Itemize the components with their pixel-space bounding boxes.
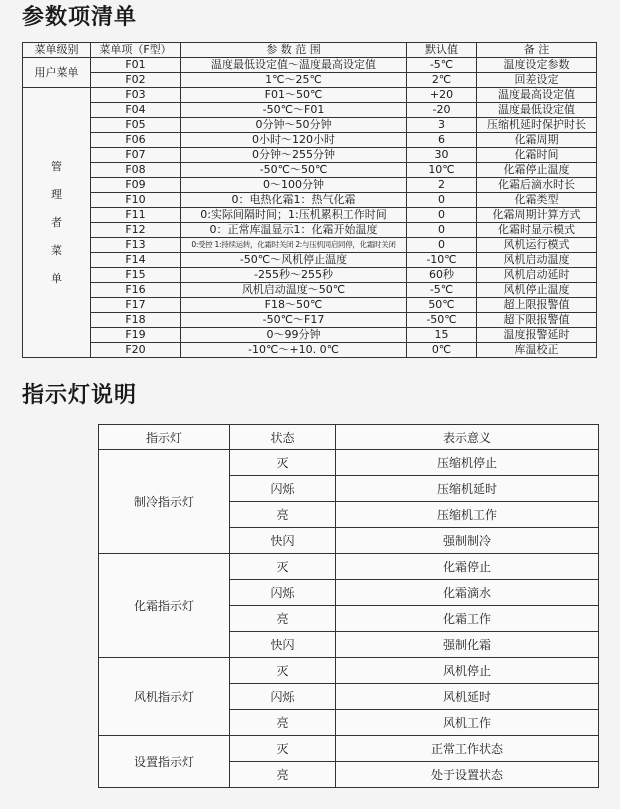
- cell-default: 0℃: [407, 343, 477, 358]
- header-range: 参 数 范 围: [181, 43, 407, 58]
- parameter-table: [22, 42, 597, 358]
- cell-range: 0～99分钟: [181, 328, 407, 343]
- table-row: [23, 223, 597, 238]
- admin-menu-label: 管 理 者 菜 单: [51, 159, 62, 285]
- cell-state: 灭: [230, 554, 336, 580]
- indicator-name-cell: 风机指示灯: [99, 658, 230, 736]
- cell-range: 0:实际间隔时间；1:压机累积工作时间: [181, 208, 407, 223]
- table-row: [99, 450, 599, 476]
- cell-default: 30: [407, 148, 477, 163]
- cell-item: F12: [91, 223, 181, 238]
- cell-item: F06: [91, 133, 181, 148]
- table-row: [23, 238, 597, 253]
- cell-meaning: 风机停止: [336, 658, 599, 684]
- cell-range: -50℃～50℃: [181, 163, 407, 178]
- cell-meaning: 风机工作: [336, 710, 599, 736]
- cell-note: 化霜周期: [477, 133, 597, 148]
- cell-default: -5℃: [407, 58, 477, 73]
- cell-note: 化霜时显示模式: [477, 223, 597, 238]
- parameter-list-title: 参数项清单: [22, 5, 138, 30]
- parameter-table-header: [23, 43, 597, 58]
- cell-note: 化霜后滴水时长: [477, 178, 597, 193]
- cell-range: 0：电热化霜1：热气化霜: [181, 193, 407, 208]
- cell-default: 50℃: [407, 298, 477, 313]
- table-row: [23, 163, 597, 178]
- cell-meaning: 压缩机延时: [336, 476, 599, 502]
- cell-item: F13: [91, 238, 181, 253]
- cell-range: -10℃～+10. 0℃: [181, 343, 407, 358]
- cell-default: 0: [407, 193, 477, 208]
- cell-range: 0:受控 1:持续运转，化霜时关闭 2:与压机同启同停，化霜时关闭: [181, 238, 407, 253]
- cell-note: 温度最高设定值: [477, 88, 597, 103]
- table-row: [99, 554, 599, 580]
- cell-default: -20: [407, 103, 477, 118]
- table-row: [23, 103, 597, 118]
- cell-note: 风机启动温度: [477, 253, 597, 268]
- table-row: [23, 298, 597, 313]
- table-row: [23, 58, 597, 73]
- cell-item: F07: [91, 148, 181, 163]
- cell-meaning: 化霜停止: [336, 554, 599, 580]
- cell-default: -10℃: [407, 253, 477, 268]
- cell-meaning: 化霜工作: [336, 606, 599, 632]
- cell-item: F14: [91, 253, 181, 268]
- cell-item: F08: [91, 163, 181, 178]
- cell-meaning: 正常工作状态: [336, 736, 599, 762]
- cell-item: F16: [91, 283, 181, 298]
- cell-note: 风机启动延时: [477, 268, 597, 283]
- cell-meaning: 强制化霜: [336, 632, 599, 658]
- cell-state: 闪烁: [230, 580, 336, 606]
- cell-meaning: 压缩机停止: [336, 450, 599, 476]
- cell-default: 2: [407, 178, 477, 193]
- cell-default: 2℃: [407, 73, 477, 88]
- cell-item: F09: [91, 178, 181, 193]
- header-default: 默认值: [407, 43, 477, 58]
- cell-range: 0分钟～255分钟: [181, 148, 407, 163]
- header-indicator: 指示灯: [99, 425, 230, 450]
- cell-meaning: 化霜滴水: [336, 580, 599, 606]
- cell-note: 库温校正: [477, 343, 597, 358]
- cell-note: 化霜停止温度: [477, 163, 597, 178]
- cell-state: 亮: [230, 710, 336, 736]
- table-row: [23, 268, 597, 283]
- header-menu-item: 菜单项（F型）: [91, 43, 181, 58]
- cell-range: 0小时～120小时: [181, 133, 407, 148]
- cell-state: 闪烁: [230, 684, 336, 710]
- table-row: [23, 88, 597, 103]
- header-state: 状态: [230, 425, 336, 450]
- table-row: [23, 73, 597, 88]
- cell-note: 温度报警延时: [477, 328, 597, 343]
- cell-item: F04: [91, 103, 181, 118]
- cell-default: 60秒: [407, 268, 477, 283]
- user-menu-cell: 用户菜单: [23, 58, 91, 88]
- cell-default: 15: [407, 328, 477, 343]
- cell-item: F05: [91, 118, 181, 133]
- cell-note: 温度设定参数: [477, 58, 597, 73]
- cell-range: -50℃～F01: [181, 103, 407, 118]
- table-row: [23, 193, 597, 208]
- cell-range: F18～50℃: [181, 298, 407, 313]
- cell-meaning: 风机延时: [336, 684, 599, 710]
- table-row: [99, 736, 599, 762]
- cell-range: 0：正常库温显示1：化霜开始温度: [181, 223, 407, 238]
- cell-range: F01～50℃: [181, 88, 407, 103]
- header-note: 备 注: [477, 43, 597, 58]
- cell-default: 6: [407, 133, 477, 148]
- cell-state: 闪烁: [230, 476, 336, 502]
- cell-item: F02: [91, 73, 181, 88]
- cell-note: 风机停止温度: [477, 283, 597, 298]
- cell-item: F18: [91, 313, 181, 328]
- indicator-title: 指示灯说明: [22, 383, 138, 408]
- table-row: [23, 283, 597, 298]
- cell-item: F20: [91, 343, 181, 358]
- table-row: [23, 178, 597, 193]
- cell-note: 压缩机延时保护时长: [477, 118, 597, 133]
- cell-default: -5℃: [407, 283, 477, 298]
- table-row: [23, 328, 597, 343]
- cell-state: 灭: [230, 658, 336, 684]
- cell-default: 0: [407, 238, 477, 253]
- cell-range: 温度最低设定值～温度最高设定值: [181, 58, 407, 73]
- table-row: [99, 658, 599, 684]
- cell-note: 超下限报警值: [477, 313, 597, 328]
- cell-meaning: 强制制冷: [336, 528, 599, 554]
- header-meaning: 表示意义: [336, 425, 599, 450]
- cell-default: 0: [407, 208, 477, 223]
- cell-default: -50℃: [407, 313, 477, 328]
- cell-state: 亮: [230, 762, 336, 788]
- table-row: [23, 208, 597, 223]
- cell-state: 灭: [230, 450, 336, 476]
- cell-item: F15: [91, 268, 181, 283]
- cell-note: 超上限报警值: [477, 298, 597, 313]
- cell-meaning: 压缩机工作: [336, 502, 599, 528]
- cell-range: 0～100分钟: [181, 178, 407, 193]
- cell-item: F10: [91, 193, 181, 208]
- cell-state: 灭: [230, 736, 336, 762]
- header-menu-level: 菜单级别: [23, 43, 91, 58]
- cell-note: 化霜周期计算方式: [477, 208, 597, 223]
- admin-menu-cell: [23, 88, 91, 358]
- indicator-table: [98, 424, 599, 788]
- cell-default: 10℃: [407, 163, 477, 178]
- cell-note: 温度最低设定值: [477, 103, 597, 118]
- indicator-name-cell: 设置指示灯: [99, 736, 230, 788]
- cell-item: F19: [91, 328, 181, 343]
- table-row: [23, 253, 597, 268]
- indicator-name-cell: 制冷指示灯: [99, 450, 230, 554]
- cell-note: 化霜时间: [477, 148, 597, 163]
- cell-range: 风机启动温度～50℃: [181, 283, 407, 298]
- cell-range: 0分钟～50分钟: [181, 118, 407, 133]
- cell-range: -255秒～255秒: [181, 268, 407, 283]
- cell-state: 快闪: [230, 528, 336, 554]
- cell-note: 回差设定: [477, 73, 597, 88]
- table-row: [23, 343, 597, 358]
- table-row: [23, 148, 597, 163]
- cell-default: 0: [407, 223, 477, 238]
- cell-state: 亮: [230, 606, 336, 632]
- table-row: [23, 133, 597, 148]
- cell-default: 3: [407, 118, 477, 133]
- cell-note: 化霜类型: [477, 193, 597, 208]
- cell-item: F17: [91, 298, 181, 313]
- cell-state: 快闪: [230, 632, 336, 658]
- cell-item: F03: [91, 88, 181, 103]
- cell-range: -50℃～F17: [181, 313, 407, 328]
- cell-note: 风机运行模式: [477, 238, 597, 253]
- cell-meaning: 处于设置状态: [336, 762, 599, 788]
- table-row: [23, 313, 597, 328]
- cell-range: 1℃～25℃: [181, 73, 407, 88]
- cell-default: +20: [407, 88, 477, 103]
- cell-state: 亮: [230, 502, 336, 528]
- indicator-table-header: [99, 425, 599, 450]
- cell-range: -50℃～风机停止温度: [181, 253, 407, 268]
- indicator-name-cell: 化霜指示灯: [99, 554, 230, 658]
- cell-item: F01: [91, 58, 181, 73]
- table-row: [23, 118, 597, 133]
- cell-item: F11: [91, 208, 181, 223]
